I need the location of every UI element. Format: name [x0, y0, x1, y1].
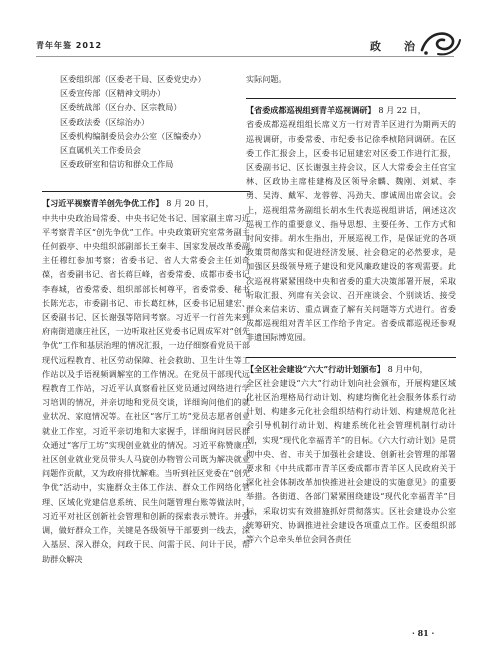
article-title: 【省委成都巡视组到青羊巡视调研】 [246, 105, 376, 116]
list-item: 区委组织部（区委老干局、区委党史办） [60, 74, 206, 84]
article-paragraph: 中共中央政治局常委、中央书记处书记、国家副主席习近平考察青羊区“创先争优”工作。中央政策研究室常务副主任何毅亭、中央组织部副部长王秦丰、国家发展改革委副主任穆红参加考察；省委书记、省人大常委会主任刘奇葆，省委副书记、省长蒋巨峰，省委常委、成都市委书记李春城，省委常委、组织部部长柯尊平，省委常委、秘书长陈光志，市委副书记、市长葛红林，区委书记屈建宏、区委副书记、区长谢强等陪同考察。习近平一行首先来到府南街道康庄社区，一边听取社区党委书记周成军对“创先争优”工作和基层治理的情况汇报，一边仔细察看党员干部现代远程教育、社区劳动保障、社会救助、卫生计生等工作站以及手语视频调解室的工作情况。在党员干部现代远程教育工作站，习近平认真察看社区党员通过网络进行学习培训的情况，并亲切地和党员交谈，详细询问他们的就业状况、家庭情况等。在社区“客厅工坊”党员志愿者创业就业工作室，习近平亲切地和大家握手，详细询问居民群众通过“客厅工坊”实现创业就业的情况。习近平称赞康庄社区创业就业党员带头人马旋创办物管公司既为解决就业问题作贡献，又为政府排忧解难。当听到社区党委在“创先争优”活动中，实施群众主体工作法、群众工作网络化管理、区域化党建信息系统、民生问题管理台账等做法时，习近平对社区创新社会管理和创新的探索表示赞许。并强调，做好群众工作，关键是各级领导干部要到一线去，深入基层、深入群众，问政于民、问需于民、问计于民，帮助群众解决 [42, 212, 250, 564]
article-heading [246, 98, 456, 117]
list-item: 区直属机关工作委员会 [60, 145, 141, 156]
article-heading [42, 191, 250, 210]
article-title: 【习近平视察青羊创先争优工作】 [42, 198, 164, 209]
spacer [246, 86, 456, 98]
section-title: 政 治 [370, 40, 421, 53]
right-column [246, 72, 456, 546]
header-rule [36, 56, 454, 57]
list-item: 区委政研室和信访和群众工作局 [60, 159, 174, 170]
page-number: · 81 · [412, 628, 435, 638]
spacer [246, 345, 456, 357]
article-date: 8 月 20 日， [166, 198, 214, 209]
article-date: 8 月中旬， [387, 363, 428, 374]
list-item: 区委宣传部（区精神文明办） [60, 88, 166, 99]
spacer [42, 183, 250, 191]
journal-title: 青年年鉴 2012 [36, 41, 103, 50]
article-heading [246, 357, 456, 376]
article-title: 【全区社会建设“六大”行动计划颁布】 [246, 363, 385, 374]
left-column [42, 72, 250, 566]
swirl-ornament-icon [418, 28, 462, 58]
list-item: 区委机构编制委员会办公室（区编委办） [60, 130, 206, 141]
list-item: 区委统战部（区台办、区宗教局） [60, 102, 182, 113]
list-item: 区委政法委（区综治办） [60, 116, 150, 127]
article-paragraph: 全区社会建设“六大”行动计划向社会颁布，开展构建区域化社区治理格局行动计划、构建均衡化社会服务体系行动计划、构建多元化社会组织结构行动计划、构建规范化社会引导机制行动计划、构建系统化社会管理机制行动计划，实现“现代化幸福青羊”的目标。《六大行动计划》是贯彻中央、省、市关于加强社会建设、创新社会管理的部署要求和《中共成都市青羊区委成都市青羊区人民政府关于深化社会体制改革加快推进社会建设的实施意见》的重要举措。各街道、各部门紧紧围绕建设“现代化幸福青羊”目标，采取切实有效措施抓好贯彻落实。区社会建设办公室统筹研究、协调推进社会建设各项重点工作。区委组织部等六个总牵头单位会同各责任 [246, 377, 456, 545]
article-paragraph: 省委成都巡视组组长席义方一行对青羊区进行为期两天的巡视调研，市委常委、市纪委书记徐季桢陪同调研。在区委工作汇报会上，区委书记屈建宏对区委工作进行汇报，区委副书记、区长谢强主持会议，区人大常委会主任宫宝林、区政协主席桂建梅及区领导余麟、魏刚、刘斌、李勇、吴涛、戴军、龙蓉蓉、冯劲夫、廖诚周出席会议。会上，巡视组常务副组长胡水生代表巡视组讲话，阐述这次巡视工作的重要意义、指导思想、主要任务、工作方式和时间安排。胡水生指出，开展巡视工作，是保证党的各项政策贯彻落实和促进经济发展、社会稳定的必然要求，是加强区县级领导班子建设和党风廉政建设的客观需要。此次巡视将紧紧围绕中央和省委的重大决策部署开展，采取听取汇报、列席有关会议、召开座谈会、个别谈话、接受群众来信来访、重点调查了解有关问题等方式进行。省委成都巡视组对青羊区工作给予肯定。省委成都巡视还参观非遗国际博览园。 [246, 119, 456, 343]
article-date: 8 月 22 日， [378, 105, 426, 116]
continuation-text: 实际问题。 [246, 74, 287, 84]
spacer [42, 171, 250, 183]
